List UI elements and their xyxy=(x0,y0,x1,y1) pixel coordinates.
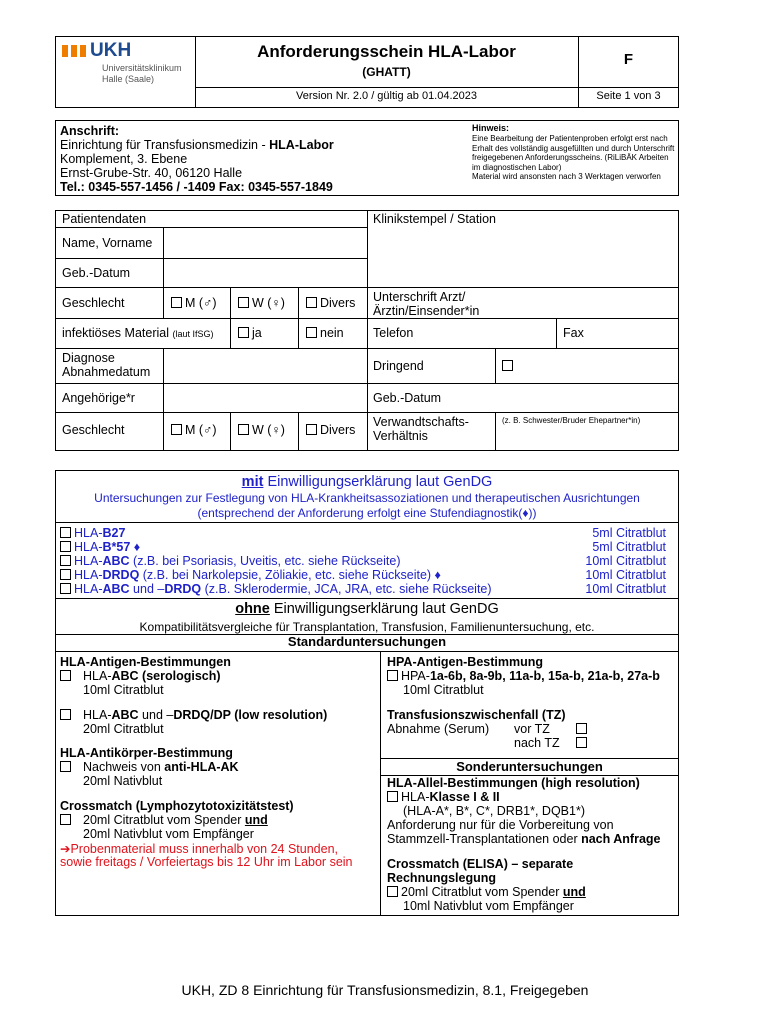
address-phone-fax: Tel.: 0345-557-1456 / -1409 Fax: 0345-557-1849 xyxy=(60,180,333,194)
consent-b27-checkbox[interactable] xyxy=(60,527,71,538)
page-number: Seite 1 von 3 xyxy=(596,90,661,102)
tz-title: Transfusionszwischenfall (TZ) xyxy=(387,708,566,722)
diagnosis-field[interactable] xyxy=(164,349,366,382)
name-label: Name, Vorname xyxy=(62,236,153,250)
form-code: F xyxy=(623,51,634,68)
dob-field[interactable] xyxy=(164,259,366,286)
crossmatch-warning-2: sowie freitags / Vorfeiertags bis 12 Uhr im Labor sein xyxy=(60,855,353,869)
relative-sex-w-option[interactable]: W (♀) xyxy=(238,423,285,437)
hla-abc-serological-checkbox[interactable] xyxy=(60,670,71,681)
consent-abc-drdq-checkbox[interactable] xyxy=(60,583,71,594)
hpa-title: HPA-Antigen-Bestimmung xyxy=(387,655,544,669)
consent-title: mit Einwilligungserklärung laut GenDG xyxy=(241,474,493,490)
elisa-title-1: Crossmatch (ELISA) – separate xyxy=(387,857,574,871)
crossmatch-checkbox[interactable] xyxy=(60,814,71,825)
clinic-stamp-label: Klinikstempel / Station xyxy=(373,212,496,226)
ukh-logo xyxy=(62,40,192,88)
infectious-no-option[interactable]: nein xyxy=(306,326,344,340)
consent-subtitle-2: (entsprechend der Anforderung erfolgt eine Stufendiagnostik(♦)) xyxy=(197,506,537,520)
hla-antibody-volume: 20ml Nativblut xyxy=(83,774,163,788)
consent-item-abc[interactable]: HLA-ABC (z.B. bei Psoriasis, Uveitis, etc. siehe Rückseite) 10ml Citratblut xyxy=(60,554,674,568)
hpa-test[interactable]: HPA-1a-6b, 8a-9b, 11a-b, 15a-b, 21a-b, 27a-b xyxy=(387,669,660,683)
hint-text: Eine Bearbeitung der Patientenproben erfolgt erst nach Erhalt des vollständig ausgefüllten und durch Unterschrift freigegebenen Anforderungsscheins. (RiLiBÄK Arbeiten im diagnostischen Labor) Material wird ansonsten nach 3 Werktagen verworfen xyxy=(472,134,675,181)
name-field[interactable] xyxy=(164,228,366,257)
address-line-1: Einrichtung für Transfusionsmedizin - HLA-Labor xyxy=(60,138,334,152)
tz-after-checkbox[interactable] xyxy=(576,737,587,748)
hla-antigen-title: HLA-Antigen-Bestimmungen xyxy=(60,655,231,669)
version-info: Version Nr. 2.0 / gültig ab 01.04.2023 xyxy=(295,90,478,102)
standard-tests-header: Standarduntersuchungen xyxy=(287,634,447,649)
consent-item-b27[interactable]: HLA-B27 5ml Citratblut xyxy=(60,526,674,540)
consent-item-drdq[interactable]: HLA-DRDQ (z.B. bei Narkolepsie, Zöliakie, etc. siehe Rückseite) ♦ 10ml Citratblut xyxy=(60,568,674,582)
hla-lowres[interactable]: HLA-ABC und –DRDQ/DP (low resolution) xyxy=(60,708,327,722)
noconsent-subtitle: Kompatibilitätsvergleiche für Transplantation, Transfusion, Familienuntersuchung, etc. xyxy=(139,620,595,634)
sex-d-option[interactable]: Divers xyxy=(306,296,355,310)
patient-data-header: Patientendaten xyxy=(62,212,147,226)
logo-subtitle-2: Halle (Saale) xyxy=(102,74,155,84)
elisa-test[interactable]: 20ml Citratblut vom Spender und xyxy=(387,885,586,899)
urgent-checkbox[interactable] xyxy=(502,360,513,371)
hpa-checkbox[interactable] xyxy=(387,670,398,681)
relation-example: (z. B. Schwester/Bruder Ehepartner*in) xyxy=(502,416,641,425)
tz-after-option[interactable] xyxy=(576,736,590,750)
consent-test-list xyxy=(60,526,674,596)
fax-label: Fax xyxy=(563,326,584,340)
infectious-label: infektiöses Material (laut IfSG) xyxy=(62,326,214,340)
hla-allele-list: (HLA-A*, B*, C*, DRB1*, DQB1*) xyxy=(403,804,585,818)
urgent-label: Dringend xyxy=(373,359,424,373)
consent-b57-checkbox[interactable] xyxy=(60,541,71,552)
infectious-yes-option[interactable]: ja xyxy=(238,326,262,340)
crossmatch-test[interactable]: 20ml Citratblut vom Spender und xyxy=(60,813,268,827)
hla-lowres-checkbox[interactable] xyxy=(60,709,71,720)
page-footer: UKH, ZD 8 Einrichtung für Transfusionsmedizin, 8.1, Freigegeben xyxy=(181,982,589,998)
dob-label: Geb.-Datum xyxy=(62,266,131,280)
hla-allele-note-2: Stammzell-Transplantationen oder nach Anfrage xyxy=(387,832,661,846)
hla-antibody-checkbox[interactable] xyxy=(60,761,71,772)
elisa-volume: 10ml Nativblut vom Empfänger xyxy=(403,899,574,913)
address-label: Anschrift: xyxy=(60,124,120,138)
consent-item-abc-drdq[interactable]: HLA-ABC und –DRDQ (z.B. Sklerodermie, JCA, JRA, etc. siehe Rückseite) 10ml Citratblut xyxy=(60,582,674,596)
sex-m-option[interactable]: M (♂) xyxy=(171,296,217,310)
hla-abc-serological-volume: 10ml Citratblut xyxy=(83,683,164,697)
hla-lowres-volume: 20ml Citratblut xyxy=(83,722,164,736)
special-tests-header: Sonderuntersuchungen xyxy=(456,759,603,774)
relative-sex-m-checkbox[interactable] xyxy=(171,424,182,435)
sex-w-checkbox[interactable] xyxy=(238,297,249,308)
hint-label: Hinweis: xyxy=(472,123,510,133)
tz-before-checkbox[interactable] xyxy=(576,723,587,734)
consent-abc-checkbox[interactable] xyxy=(60,555,71,566)
elisa-title-2: Rechnungslegung xyxy=(387,871,497,885)
sex-m-checkbox[interactable] xyxy=(171,297,182,308)
relative-field[interactable] xyxy=(164,384,366,411)
form-subtitle: (GHATT) xyxy=(362,65,411,79)
urgent-option[interactable] xyxy=(502,359,516,373)
infectious-no-checkbox[interactable] xyxy=(306,327,317,338)
logo-name: UKH xyxy=(90,40,132,61)
sex-w-option[interactable]: W (♀) xyxy=(238,296,285,310)
infectious-yes-checkbox[interactable] xyxy=(238,327,249,338)
phone-label: Telefon xyxy=(373,326,414,340)
tz-before-option[interactable] xyxy=(576,722,590,736)
hpa-volume: 10ml Citratblut xyxy=(403,683,484,697)
elisa-checkbox[interactable] xyxy=(387,886,398,897)
logo-subtitle-1: Universitätsklinikum xyxy=(102,63,182,73)
hla-antibody-test[interactable]: Nachweis von anti-HLA-AK xyxy=(60,760,239,774)
address-line-2: Komplement, 3. Ebene xyxy=(60,152,188,166)
hla-allele-note-1: Anforderung nur für die Vorbereitung von xyxy=(387,818,614,832)
tz-label: Abnahme (Serum) xyxy=(387,722,490,736)
diagnosis-label: Diagnose Abnahmedatum xyxy=(62,351,151,379)
hla-antibody-title: HLA-Antikörper-Bestimmung xyxy=(60,746,233,760)
hla-allele-checkbox[interactable] xyxy=(387,791,398,802)
relative-sex-w-checkbox[interactable] xyxy=(238,424,249,435)
consent-drdq-checkbox[interactable] xyxy=(60,569,71,580)
hla-allele-test[interactable]: HLA-Klasse I & II xyxy=(387,790,500,804)
relative-dob-label: Geb.-Datum xyxy=(373,391,442,405)
relative-label: Angehörige*r xyxy=(62,391,135,405)
form-title: Anforderungsschein HLA-Labor xyxy=(257,42,516,61)
address-line-3: Ernst-Grube-Str. 40, 06120 Halle xyxy=(60,166,243,180)
crossmatch-title: Crossmatch (Lymphozytotoxizitätstest) xyxy=(60,799,294,813)
consent-subtitle-1: Untersuchungen zur Festlegung von HLA-Krankheitsassoziationen und therapeutischen Ausrichtungen xyxy=(94,491,640,505)
hla-allele-title: HLA-Allel-Bestimmungen (high resolution) xyxy=(387,776,640,790)
crossmatch-warning-1: ➔Probenmaterial muss innerhalb von 24 Stunden, xyxy=(60,842,338,856)
clinic-stamp-field[interactable] xyxy=(368,228,678,286)
consent-item-b57[interactable]: HLA-B*57 ♦ 5ml Citratblut xyxy=(60,540,674,554)
hla-abc-serological[interactable]: HLA-ABC (serologisch) xyxy=(60,669,221,683)
relation-label: Verwandtschafts- Verhältnis xyxy=(373,415,469,443)
crossmatch-volume: 20ml Nativblut vom Empfänger xyxy=(83,827,254,841)
relative-sex-label: Geschlecht xyxy=(62,423,125,437)
relative-sex-d-option[interactable]: Divers xyxy=(306,423,355,437)
signature-label: Unterschrift Arzt/ Ärztin/Einsender*in xyxy=(373,290,480,318)
tz-before-label: vor TZ xyxy=(514,722,550,736)
sex-d-checkbox[interactable] xyxy=(306,297,317,308)
tz-after-label: nach TZ xyxy=(514,736,560,750)
relative-sex-d-checkbox[interactable] xyxy=(306,424,317,435)
noconsent-title: ohne Einwilligungserklärung laut GenDG xyxy=(235,601,499,617)
relative-sex-m-option[interactable]: M (♂) xyxy=(171,423,217,437)
sex-label: Geschlecht xyxy=(62,296,125,310)
